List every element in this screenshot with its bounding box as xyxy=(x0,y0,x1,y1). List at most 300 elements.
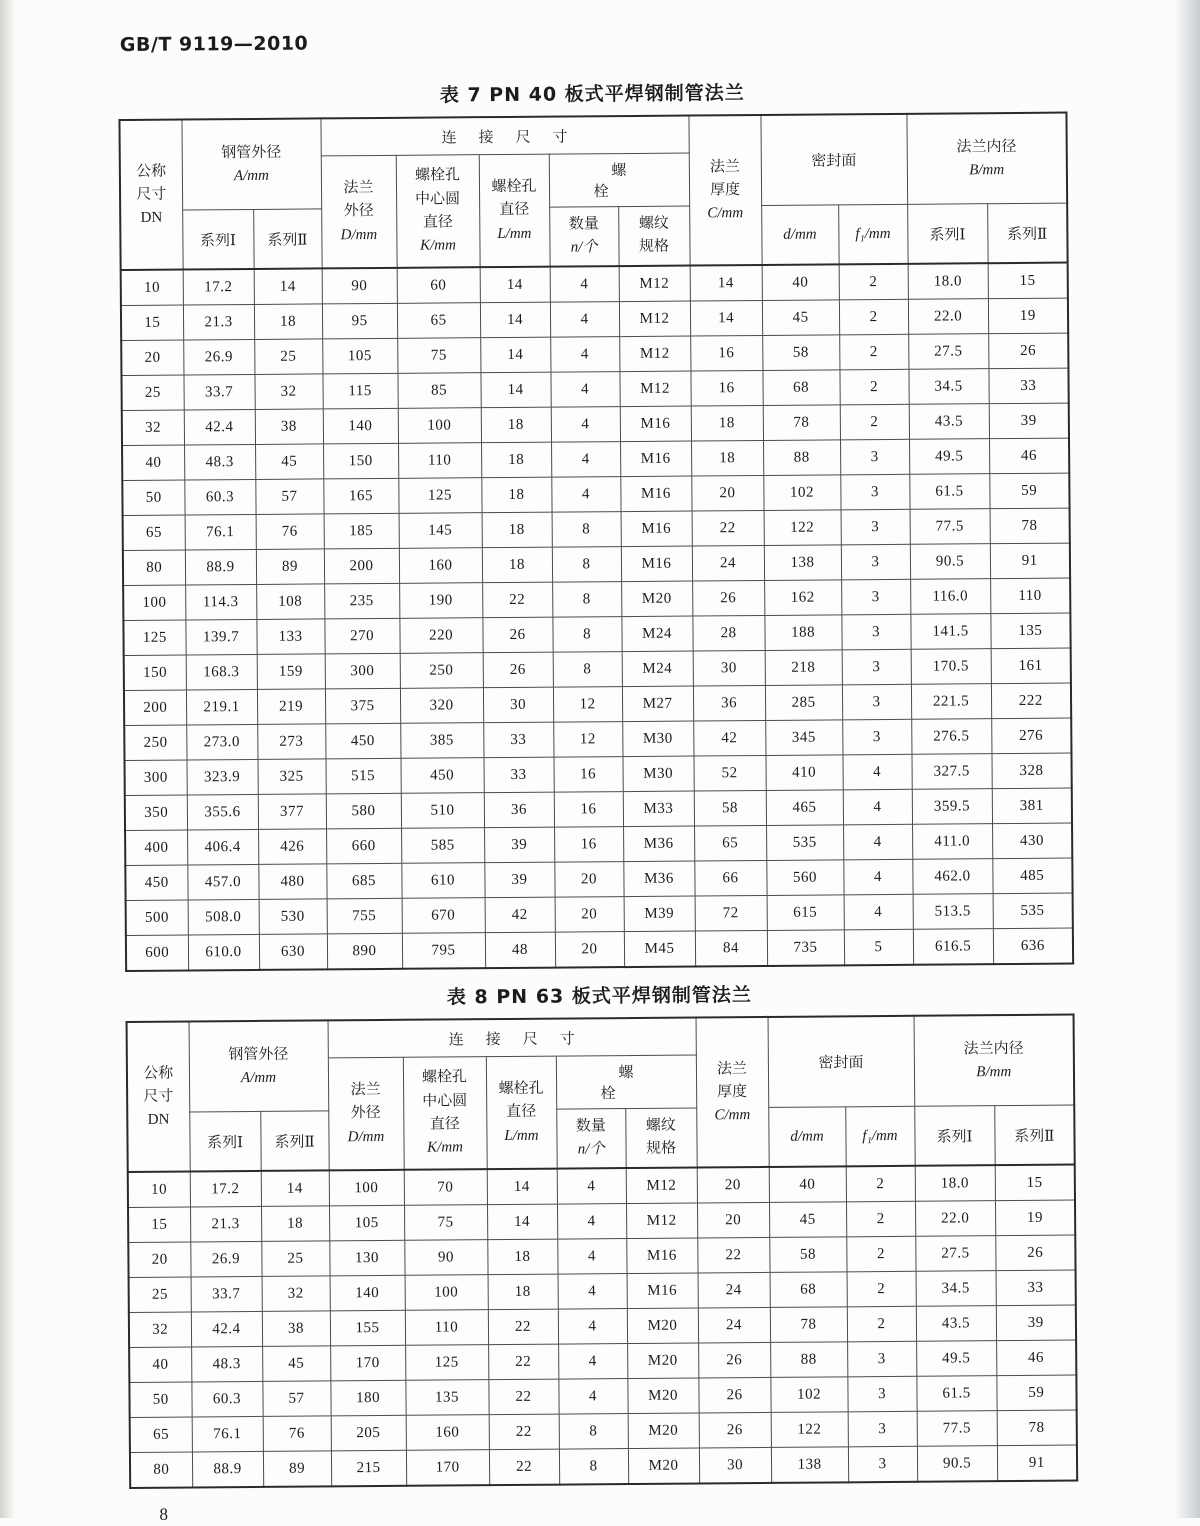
table-cell: 205 xyxy=(331,1415,406,1451)
table-cell: 465 xyxy=(766,790,843,826)
table-cell: 22 xyxy=(697,1237,769,1273)
table-cell: 30 xyxy=(483,687,553,723)
table-cell: 3 xyxy=(841,509,910,545)
table-cell: 90.5 xyxy=(917,1446,997,1482)
table-cell: 221.5 xyxy=(911,684,991,720)
col-header-bolt-circle-diameter: 螺栓孔 中心圆 直径 K/mm xyxy=(396,155,480,268)
table-cell: 485 xyxy=(992,858,1072,894)
table-cell: 110 xyxy=(398,443,481,479)
table-cell: 20 xyxy=(697,1167,769,1203)
col-header-nominal-size: 公称 尺寸 DN xyxy=(127,1021,190,1171)
table-cell: 430 xyxy=(992,823,1072,859)
table-cell: M12 xyxy=(626,1168,697,1204)
table-cell: 61.5 xyxy=(909,474,989,510)
table-cell: 3 xyxy=(848,1411,917,1447)
table-cell: 4 xyxy=(550,302,619,338)
table-cell: 515 xyxy=(326,758,401,794)
table-cell: 12 xyxy=(553,687,622,723)
table-cell: M45 xyxy=(624,931,695,967)
table-cell: 8 xyxy=(553,652,622,688)
col-header-pipe-outer-diameter: 钢管外径 A/mm xyxy=(181,118,321,210)
table-cell: 30 xyxy=(693,650,765,686)
table-cell: 270 xyxy=(324,618,399,654)
table-cell: 76 xyxy=(263,1416,331,1452)
col-header-sealing-face: 密封面 xyxy=(768,1016,915,1108)
table-cell: 327.5 xyxy=(912,754,992,790)
table-cell: 400 xyxy=(125,830,187,865)
table-cell: 68 xyxy=(762,370,839,406)
table-cell: 160 xyxy=(406,1415,489,1451)
table-cell: 8 xyxy=(552,582,621,618)
table-cell: 80 xyxy=(130,1452,192,1488)
table-cell: 2 xyxy=(846,1166,915,1202)
table-cell: M12 xyxy=(619,371,690,407)
table-cell: 46 xyxy=(989,438,1069,474)
table-cell: 90 xyxy=(404,1240,487,1276)
table-cell: 36 xyxy=(484,792,554,828)
table-cell: 57 xyxy=(262,1381,330,1417)
col-header-nominal-size: 公称 尺寸 DN xyxy=(119,120,182,270)
table-cell: M33 xyxy=(623,791,694,827)
table-cell: 168.3 xyxy=(186,654,257,690)
col-header-thread-spec: 螺纹 规格 xyxy=(625,1108,696,1168)
table-cell: 155 xyxy=(330,1310,405,1346)
table-cell: 325 xyxy=(257,759,325,795)
table-cell: 100 xyxy=(405,1275,488,1311)
table-cell: 89 xyxy=(263,1451,331,1487)
table-cell: 320 xyxy=(400,688,483,724)
table-cell: M20 xyxy=(627,1343,698,1379)
table-cell: M20 xyxy=(628,1413,699,1449)
table-cell: 58 xyxy=(762,335,839,371)
table-cell: 33.7 xyxy=(191,1276,262,1312)
table-cell: 42 xyxy=(485,897,555,933)
table-cell: 150 xyxy=(323,443,398,479)
table-cell: 21.3 xyxy=(183,304,254,340)
table-cell: 616.5 xyxy=(913,929,993,965)
table-cell: 4 xyxy=(558,1309,627,1345)
table-cell: 585 xyxy=(401,828,484,864)
page-number: 8 xyxy=(159,1504,168,1524)
table-cell: 57 xyxy=(255,479,323,515)
table-cell: 14 xyxy=(261,1170,329,1206)
table-cell: 116.0 xyxy=(910,579,990,615)
table-cell: 20 xyxy=(697,1202,769,1238)
table-cell: M12 xyxy=(619,266,690,302)
table-cell: 65 xyxy=(130,1417,192,1452)
table-cell: 150 xyxy=(124,655,186,690)
table-cell: 14 xyxy=(480,337,550,373)
table-cell: 42 xyxy=(693,720,765,756)
table-cell: 3 xyxy=(848,1446,917,1482)
table-cell: 170.5 xyxy=(911,649,991,685)
table-cell: 18 xyxy=(691,440,763,476)
table-cell: 145 xyxy=(399,513,482,549)
col-header-bolt-quantity: 数量 n/个 xyxy=(549,207,618,267)
table-cell: 26.9 xyxy=(183,339,254,375)
table-cell: 4 xyxy=(557,1204,626,1240)
table-cell: 84 xyxy=(695,930,767,966)
table-cell: 122 xyxy=(771,1412,848,1448)
table-cell: 48 xyxy=(485,932,555,968)
table-cell: 15 xyxy=(121,305,183,340)
table-row xyxy=(130,1445,1077,1488)
col-header-seal-f1: f₁/mm xyxy=(845,1106,914,1166)
table-cell: M27 xyxy=(622,686,693,722)
table-cell: 76 xyxy=(256,514,324,550)
col-header-series-1: 系列Ⅰ xyxy=(907,204,987,264)
table8-pn63-flange-table xyxy=(126,1014,1079,1489)
table-cell: 3 xyxy=(840,474,909,510)
table-cell: M24 xyxy=(621,616,692,652)
table-cell: 4 xyxy=(550,337,619,373)
table-cell: 125 xyxy=(398,478,481,514)
table-cell: 375 xyxy=(325,688,400,724)
table-cell: 426 xyxy=(258,829,326,865)
table-cell: M12 xyxy=(626,1203,697,1239)
table-cell: M16 xyxy=(620,476,691,512)
table-cell: 161 xyxy=(991,648,1071,684)
table8-title: 表 8 PN 63 板式平焊钢制管法兰 xyxy=(446,984,752,1009)
table-cell: M30 xyxy=(623,756,694,792)
table-cell: 4 xyxy=(550,266,619,302)
table-cell: 219.1 xyxy=(186,689,257,725)
table-cell: 105 xyxy=(329,1205,404,1241)
table-cell: 20 xyxy=(691,475,763,511)
table-cell: 630 xyxy=(259,934,327,970)
table-cell: 18 xyxy=(481,407,551,443)
table-cell: 33.7 xyxy=(183,374,254,410)
table-cell: 218 xyxy=(765,650,842,686)
table-cell: 14 xyxy=(254,268,322,304)
table-cell: 85 xyxy=(397,373,480,409)
table-cell: 20 xyxy=(121,340,183,375)
table-cell: 60 xyxy=(397,267,480,303)
table-cell: 185 xyxy=(324,513,399,549)
table-cell: 4 xyxy=(557,1168,626,1204)
table-cell: 45 xyxy=(262,1346,330,1382)
table-cell: M16 xyxy=(627,1273,698,1309)
col-header-bolt-circle-diameter: 螺栓孔 中心圆 直径 K/mm xyxy=(403,1057,487,1170)
table-cell: 39 xyxy=(484,827,554,863)
table-cell: 77.5 xyxy=(910,509,990,545)
table7-header xyxy=(119,113,1067,270)
table-cell: 20 xyxy=(555,897,624,933)
table-cell: 26 xyxy=(698,1377,770,1413)
table-cell: 141.5 xyxy=(910,614,990,650)
table-cell: 125 xyxy=(123,620,185,655)
table-cell: 78 xyxy=(770,1307,847,1343)
table-cell: 755 xyxy=(327,898,402,934)
table-cell: 450 xyxy=(325,723,400,759)
table-cell: 188 xyxy=(764,615,841,651)
table-cell: 4 xyxy=(843,824,912,860)
table-cell: 22.0 xyxy=(908,299,988,335)
table-cell: 48.3 xyxy=(191,1346,262,1382)
table-cell: 50 xyxy=(129,1382,191,1417)
col-header-pipe-outer-diameter: 钢管外径 A/mm xyxy=(189,1020,329,1112)
table-cell: 685 xyxy=(326,863,401,899)
table-cell: 26 xyxy=(692,580,764,616)
table-cell: M24 xyxy=(622,651,693,687)
table-cell: 114.3 xyxy=(185,584,256,620)
table-cell: 32 xyxy=(254,374,322,410)
table-cell: 2 xyxy=(839,369,908,405)
table-cell: 42.4 xyxy=(184,409,255,445)
col-header-series-1: 系列Ⅰ xyxy=(189,1111,260,1171)
table-cell: 52 xyxy=(694,755,766,791)
table-cell: 2 xyxy=(846,1236,915,1272)
table-cell: 18 xyxy=(481,442,551,478)
table-cell: 2 xyxy=(847,1306,916,1342)
col-header-series-2: 系列Ⅱ xyxy=(987,203,1067,263)
table-cell: 3 xyxy=(847,1376,916,1412)
table-cell: 135 xyxy=(405,1380,488,1416)
table-cell: 4 xyxy=(843,754,912,790)
table-cell: 59 xyxy=(989,473,1069,509)
table-cell: 110 xyxy=(405,1310,488,1346)
table-cell: 462.0 xyxy=(912,859,992,895)
table-cell: M16 xyxy=(620,441,691,477)
table-cell: 235 xyxy=(324,583,399,619)
table-cell: 91 xyxy=(990,543,1070,579)
table-cell: 42.4 xyxy=(191,1311,262,1347)
table-cell: 3 xyxy=(842,649,911,685)
table-cell: 45 xyxy=(769,1202,846,1238)
table-cell: M16 xyxy=(620,406,691,442)
table-cell: 33 xyxy=(988,368,1068,404)
table-cell: 22 xyxy=(692,510,764,546)
table-cell: 88 xyxy=(770,1342,847,1378)
table-cell: 500 xyxy=(126,900,188,935)
table-cell: 636 xyxy=(993,928,1073,964)
table-cell: 25 xyxy=(261,1241,329,1277)
table-cell: 660 xyxy=(326,828,401,864)
table-cell: 215 xyxy=(331,1450,406,1486)
table-cell: 250 xyxy=(400,653,483,689)
table-cell: 22 xyxy=(488,1344,558,1380)
table-cell: 76.1 xyxy=(192,1416,263,1452)
table-cell: 22 xyxy=(488,1309,558,1345)
table-cell: 40 xyxy=(762,264,839,300)
table-cell: 77.5 xyxy=(917,1411,997,1447)
table-cell: 90 xyxy=(322,268,397,304)
scan-edge-left xyxy=(0,0,16,1518)
col-header-series-2: 系列Ⅱ xyxy=(253,209,321,269)
table-cell: 26.9 xyxy=(190,1241,261,1277)
table-cell: 60.3 xyxy=(184,479,255,515)
table-cell: 139.7 xyxy=(185,619,256,655)
col-header-seal-d: d/mm xyxy=(761,205,838,265)
table-cell: 190 xyxy=(399,583,482,619)
table-cell: 170 xyxy=(330,1345,405,1381)
table-cell: 16 xyxy=(554,792,623,828)
table-cell: 28 xyxy=(692,615,764,651)
table-cell: 40 xyxy=(769,1166,846,1202)
table-cell: 285 xyxy=(765,685,842,721)
table-cell: 133 xyxy=(256,619,324,655)
table-cell: 180 xyxy=(330,1380,405,1416)
table-cell: 59 xyxy=(996,1375,1076,1411)
table-cell: 3 xyxy=(847,1341,916,1377)
scan-edge-right xyxy=(1174,0,1200,1518)
table-cell: 43.5 xyxy=(909,404,989,440)
table-cell: 43.5 xyxy=(916,1306,996,1342)
table-cell: 25 xyxy=(129,1277,191,1312)
table-cell: 15 xyxy=(995,1165,1075,1201)
table-cell: 14 xyxy=(690,265,762,301)
table-cell: 3 xyxy=(840,439,909,475)
table-cell: 100 xyxy=(123,585,185,620)
table-cell: 18 xyxy=(261,1206,329,1242)
table-cell: 15 xyxy=(128,1207,190,1242)
table-cell: 480 xyxy=(258,864,326,900)
table-cell: 78 xyxy=(763,405,840,441)
table-cell: 22 xyxy=(488,1379,558,1415)
col-header-bolt: 螺栓 xyxy=(556,1055,696,1109)
table-cell: 2 xyxy=(846,1201,915,1237)
table-cell: 3 xyxy=(841,579,910,615)
table-cell: 138 xyxy=(771,1447,848,1483)
col-header-seal-d: d/mm xyxy=(768,1107,845,1167)
table7-pn40-flange-table xyxy=(118,112,1074,972)
table-cell: 300 xyxy=(125,760,187,795)
table-cell: 34.5 xyxy=(916,1271,996,1307)
table-cell: 68 xyxy=(770,1272,847,1308)
table-cell: 4 xyxy=(843,789,912,825)
table-cell: 46 xyxy=(996,1340,1076,1376)
table-cell: 102 xyxy=(770,1377,847,1413)
table7-title: 表 7 PN 40 板式平焊钢制管法兰 xyxy=(439,82,745,107)
table-cell: 38 xyxy=(262,1311,330,1347)
table-cell: M12 xyxy=(619,301,690,337)
table-cell: 273.0 xyxy=(186,724,257,760)
table-cell: M16 xyxy=(621,511,692,547)
table-cell: 17.2 xyxy=(183,269,254,305)
table-cell: 36 xyxy=(693,685,765,721)
table-cell: 108 xyxy=(256,584,324,620)
table-cell: 12 xyxy=(553,722,622,758)
table-cell: 385 xyxy=(400,723,483,759)
table-cell: 32 xyxy=(122,410,184,445)
table-cell: 33 xyxy=(484,757,554,793)
table-cell: 66 xyxy=(694,860,766,896)
table-cell: 65 xyxy=(694,825,766,861)
table-cell: 170 xyxy=(406,1450,489,1486)
table-cell: 18 xyxy=(691,405,763,441)
table-cell: 300 xyxy=(325,653,400,689)
table-cell: 350 xyxy=(125,795,187,830)
table-cell: M12 xyxy=(619,336,690,372)
table-cell: 8 xyxy=(559,1449,628,1485)
table-cell: 355.6 xyxy=(187,794,258,830)
table-cell: 735 xyxy=(767,930,844,966)
col-header-series-1: 系列Ⅰ xyxy=(182,209,253,269)
table-cell: 39 xyxy=(484,862,554,898)
col-header-sealing-face: 密封面 xyxy=(760,114,907,206)
table-cell: 890 xyxy=(327,933,402,969)
table-cell: 450 xyxy=(125,865,187,900)
table-cell: 18 xyxy=(482,512,552,548)
table-cell: 16 xyxy=(554,757,623,793)
table-cell: 4 xyxy=(558,1344,627,1380)
table-cell: 250 xyxy=(124,725,186,760)
table-cell: 513.5 xyxy=(913,894,993,930)
table-cell: 100 xyxy=(329,1170,404,1206)
table-cell: 615 xyxy=(767,895,844,931)
table-cell: 110 xyxy=(990,578,1070,614)
table-cell: 26 xyxy=(988,333,1068,369)
table-cell: 18 xyxy=(481,477,551,513)
table-cell: 4 xyxy=(551,407,620,443)
table-cell: 14 xyxy=(480,267,550,303)
table-cell: 20 xyxy=(555,932,624,968)
table-cell: 80 xyxy=(123,550,185,585)
table-cell: M36 xyxy=(623,861,694,897)
table-cell: M30 xyxy=(622,721,693,757)
table-cell: 4 xyxy=(551,477,620,513)
table-cell: 58 xyxy=(694,790,766,826)
table-cell: 670 xyxy=(402,898,485,934)
table-cell: 14 xyxy=(480,372,550,408)
table-cell: 78 xyxy=(997,1410,1077,1446)
table-row xyxy=(126,928,1073,971)
table-cell: 4 xyxy=(843,859,912,895)
table-cell: M20 xyxy=(621,581,692,617)
col-header-flange-inner-diameter: 法兰内径 B/mm xyxy=(906,113,1067,205)
table-cell: 20 xyxy=(128,1242,190,1277)
table-cell: 17.2 xyxy=(190,1171,261,1207)
table-cell: 140 xyxy=(323,408,398,444)
table-cell: 19 xyxy=(995,1200,1075,1236)
table-cell: 410 xyxy=(766,755,843,791)
table-cell: M20 xyxy=(627,1378,698,1414)
table8-header xyxy=(127,1015,1075,1172)
table-cell: 70 xyxy=(404,1169,487,1205)
table-cell: 4 xyxy=(551,442,620,478)
table-cell: 276 xyxy=(991,718,1071,754)
col-header-bolt: 螺栓 xyxy=(549,153,689,207)
table-cell: 381 xyxy=(992,788,1072,824)
table-cell: 39 xyxy=(989,403,1069,439)
table-cell: 38 xyxy=(255,409,323,445)
table-cell: 222 xyxy=(991,683,1071,719)
table-cell: 14 xyxy=(690,300,762,336)
table-cell: 328 xyxy=(992,753,1072,789)
table-cell: 58 xyxy=(769,1237,846,1273)
col-header-flange-outer-diameter: 法兰 外径 D/mm xyxy=(328,1057,404,1170)
table-cell: 45 xyxy=(762,300,839,336)
table-cell: 345 xyxy=(765,720,842,756)
table-cell: 100 xyxy=(398,408,481,444)
table-cell: M36 xyxy=(623,826,694,862)
table-cell: 10 xyxy=(128,1171,190,1207)
standard-code: GB/T 9119—2010 xyxy=(119,32,309,57)
table-cell: 14 xyxy=(487,1169,557,1205)
table-cell: 323.9 xyxy=(186,759,257,795)
table-cell: 50 xyxy=(122,480,184,515)
table-cell: 600 xyxy=(126,935,188,971)
table-cell: 610.0 xyxy=(188,934,259,970)
table-cell: 530 xyxy=(259,899,327,935)
table-cell: 32 xyxy=(129,1312,191,1347)
table-cell: 406.4 xyxy=(187,829,258,865)
table-cell: 276.5 xyxy=(911,719,991,755)
table-cell: 220 xyxy=(399,618,482,654)
table-cell: 3 xyxy=(841,614,910,650)
col-header-series-1: 系列Ⅰ xyxy=(914,1106,994,1166)
table-cell: 26 xyxy=(698,1342,770,1378)
